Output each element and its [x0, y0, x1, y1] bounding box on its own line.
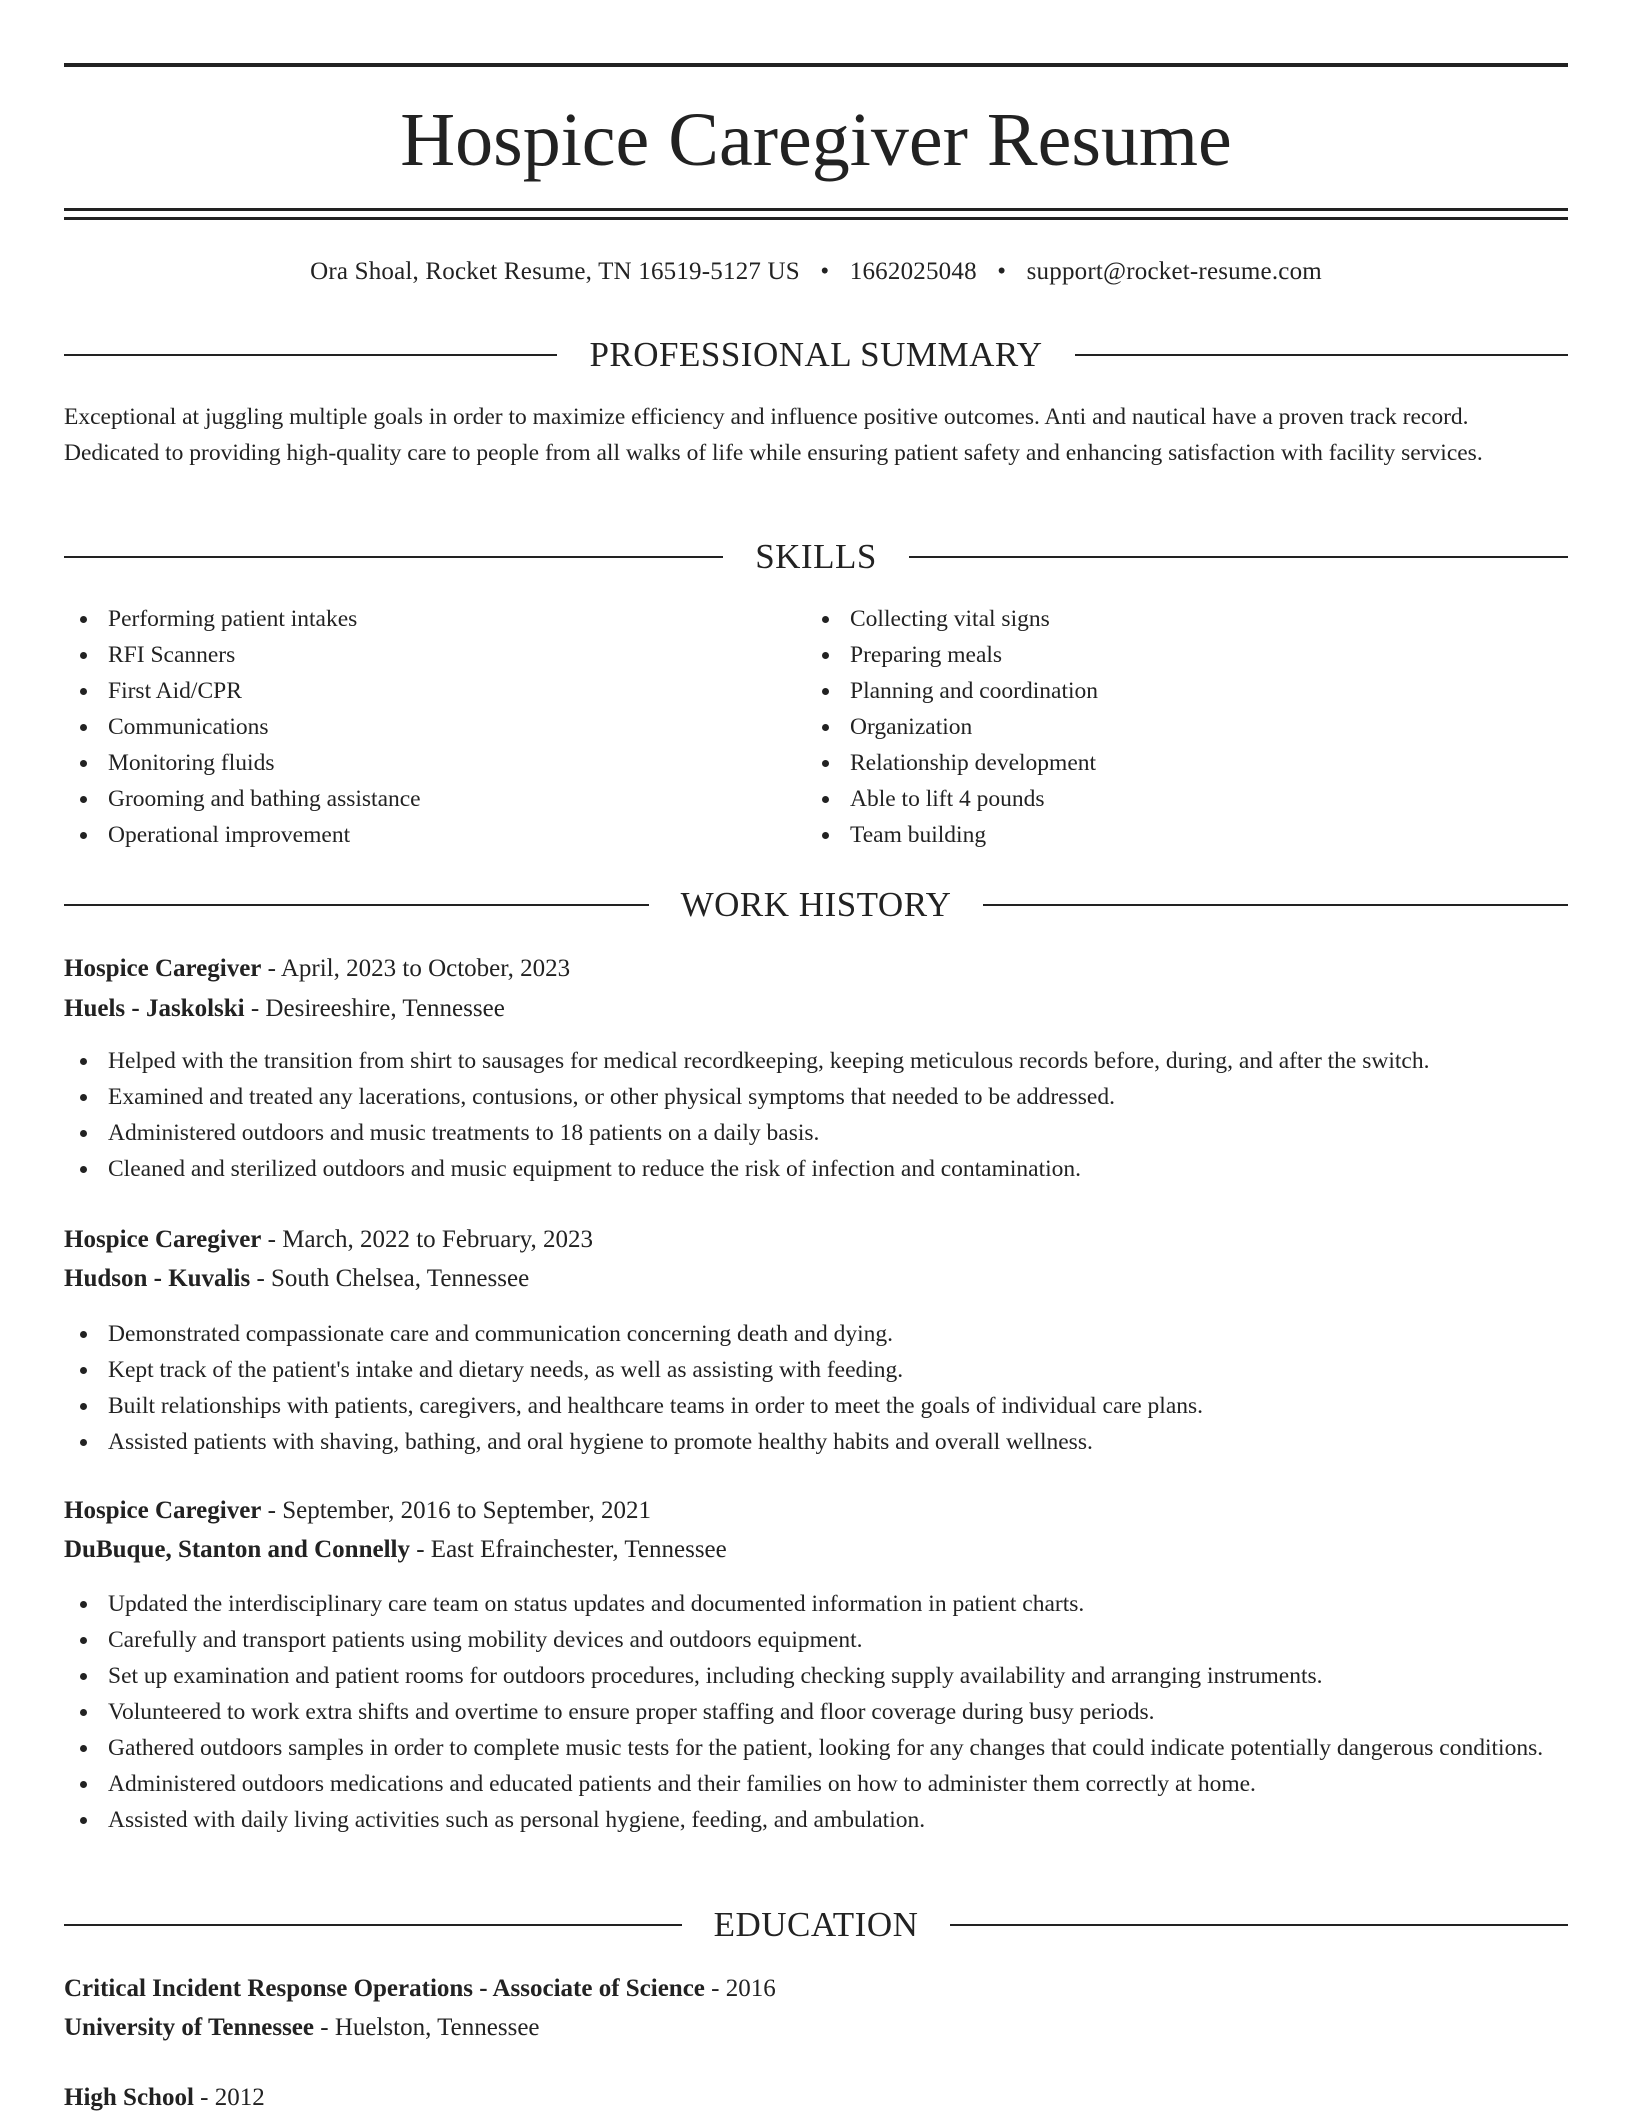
summary-heading-label: PROFESSIONAL SUMMARY [589, 335, 1043, 374]
job-title-line [64, 1222, 1568, 1258]
job-bullet: Updated the interdisciplinary care team on status updates and documented information in patient charts. [64, 1586, 1568, 1622]
job-bullet: Administered outdoors medications and educated patients and their families on how to administer them correctly at home. [64, 1766, 1568, 1802]
job-dates: - April, 2023 to October, 2023 [261, 955, 571, 982]
heading-rule [64, 904, 649, 906]
contact-email: support@rocket-resume.com [1026, 258, 1322, 285]
job-dates: - September, 2016 to September, 2021 [261, 1497, 651, 1524]
education-school: University of Tennessee [64, 2014, 314, 2041]
job-company: DuBuque, Stanton and Connelly [64, 1536, 410, 1563]
education-heading [64, 1903, 1568, 1947]
job-bullet: Carefully and transport patients using mobility devices and outdoors equipment. [64, 1622, 1568, 1658]
education-school-line [64, 2010, 1568, 2046]
education-heading-label: EDUCATION [713, 1905, 919, 1944]
job-bullet: Examined and treated any lacerations, contusions, or other physical symptoms that needed to be addressed. [64, 1079, 1568, 1115]
skills-list-right [806, 601, 1566, 853]
skill-item: RFI Scanners [64, 637, 804, 673]
job-bullet: Gathered outdoors samples in order to complete music tests for the patient, looking for any changes that could indicate potentially dangerous conditions. [64, 1730, 1568, 1766]
heading-rule [64, 556, 723, 558]
skill-item: Organization [806, 709, 1566, 745]
job-bullet: Administered outdoors and music treatments to 18 patients on a daily basis. [64, 1115, 1568, 1151]
job-bullets [64, 1043, 1568, 1187]
heading-rule [64, 1924, 682, 1926]
skill-item: Monitoring fluids [64, 745, 804, 781]
summary-heading [64, 333, 1568, 377]
job-location: - East Efrainchester, Tennessee [409, 1536, 727, 1563]
contact-phone: 1662025048 [849, 258, 977, 285]
skill-item: First Aid/CPR [64, 673, 804, 709]
job-title: Hospice Caregiver [64, 1497, 262, 1524]
job-company-line [64, 1261, 1568, 1297]
job-bullet: Demonstrated compassionate care and communication concerning death and dying. [64, 1316, 1568, 1352]
top-rule [64, 63, 1568, 67]
education-location: - Huelston, Tennessee [314, 2014, 540, 2041]
job-company-line [64, 991, 1568, 1027]
job-bullet: Kept track of the patient's intake and dietary needs, as well as assisting with feeding. [64, 1352, 1568, 1388]
skill-item: Able to lift 4 pounds [806, 781, 1566, 817]
resume-title: Hospice Caregiver Resume [400, 98, 1232, 182]
summary-text: Exceptional at juggling multiple goals in order to maximize efficiency and influence positive outcomes. Anti and nautical have a proven track record. Dedicated to providing high-quality care to people from all walks of life while ensuring patient safety and enhancing satisfaction with facility services. [64, 404, 1483, 466]
job-location: - South Chelsea, Tennessee [250, 1265, 530, 1292]
job-bullet: Assisted with daily living activities such as personal hygiene, feeding, and ambulation. [64, 1802, 1568, 1838]
job-bullets [64, 1586, 1568, 1838]
job-bullet: Volunteered to work extra shifts and overtime to ensure proper staffing and floor coverage during busy periods. [64, 1694, 1568, 1730]
skill-item: Planning and coordination [806, 673, 1566, 709]
job-title-line [64, 951, 1568, 987]
skill-item: Communications [64, 709, 804, 745]
heading-rule [983, 904, 1568, 906]
job-bullet: Cleaned and sterilized outdoors and music equipment to reduce the risk of infection and contamination. [64, 1151, 1568, 1187]
skill-item: Team building [806, 817, 1566, 853]
title-double-rule [64, 208, 1568, 220]
work-heading-label: WORK HISTORY [680, 885, 952, 924]
job-bullet: Set up examination and patient rooms for outdoors procedures, including checking supply availability and arranging instruments. [64, 1658, 1568, 1694]
skill-item: Collecting vital signs [806, 601, 1566, 637]
skill-item: Operational improvement [64, 817, 804, 853]
skill-item: Performing patient intakes [64, 601, 804, 637]
contact-address: Ora Shoal, Rocket Resume, TN 16519-5127 US [310, 258, 800, 285]
education-degree-line [64, 1971, 1568, 2007]
job-bullet: Assisted patients with shaving, bathing, and oral hygiene to promote healthy habits and overall wellness. [64, 1424, 1568, 1460]
contact-line [64, 255, 1568, 289]
job-title-line [64, 1493, 1568, 1529]
contact-separator: • [997, 258, 1007, 285]
job-company: Huels - Jaskolski [64, 995, 245, 1022]
heading-rule [64, 354, 557, 356]
job-dates: - March, 2022 to February, 2023 [261, 1226, 594, 1253]
contact-separator: • [820, 258, 830, 285]
skills-list-left [64, 601, 804, 853]
education-year: - 2016 [704, 1975, 776, 2002]
education-degree: High School [64, 2084, 194, 2111]
job-bullet: Helped with the transition from shirt to sausages for medical recordkeeping, keeping meticulous records before, during, and after the switch. [64, 1043, 1568, 1079]
heading-rule [950, 1924, 1568, 1926]
job-title: Hospice Caregiver [64, 955, 262, 982]
job-company: Hudson - Kuvalis [64, 1265, 251, 1292]
skill-item: Preparing meals [806, 637, 1566, 673]
job-bullet: Built relationships with patients, caregivers, and healthcare teams in order to meet the goals of individual care plans. [64, 1388, 1568, 1424]
job-bullets [64, 1316, 1568, 1460]
heading-rule [909, 556, 1568, 558]
job-location: - Desireeshire, Tennessee [244, 995, 505, 1022]
job-company-line [64, 1532, 1568, 1568]
work-heading [64, 883, 1568, 927]
education-year: - 2012 [193, 2084, 265, 2111]
skill-item: Relationship development [806, 745, 1566, 781]
job-title: Hospice Caregiver [64, 1226, 262, 1253]
heading-rule [1075, 354, 1568, 356]
skills-heading-label: SKILLS [755, 537, 877, 576]
skill-item: Grooming and bathing assistance [64, 781, 804, 817]
skills-heading [64, 535, 1568, 579]
education-degree: Critical Incident Response Operations - Associate of Science [64, 1975, 705, 2002]
education-degree-line [64, 2080, 1568, 2116]
